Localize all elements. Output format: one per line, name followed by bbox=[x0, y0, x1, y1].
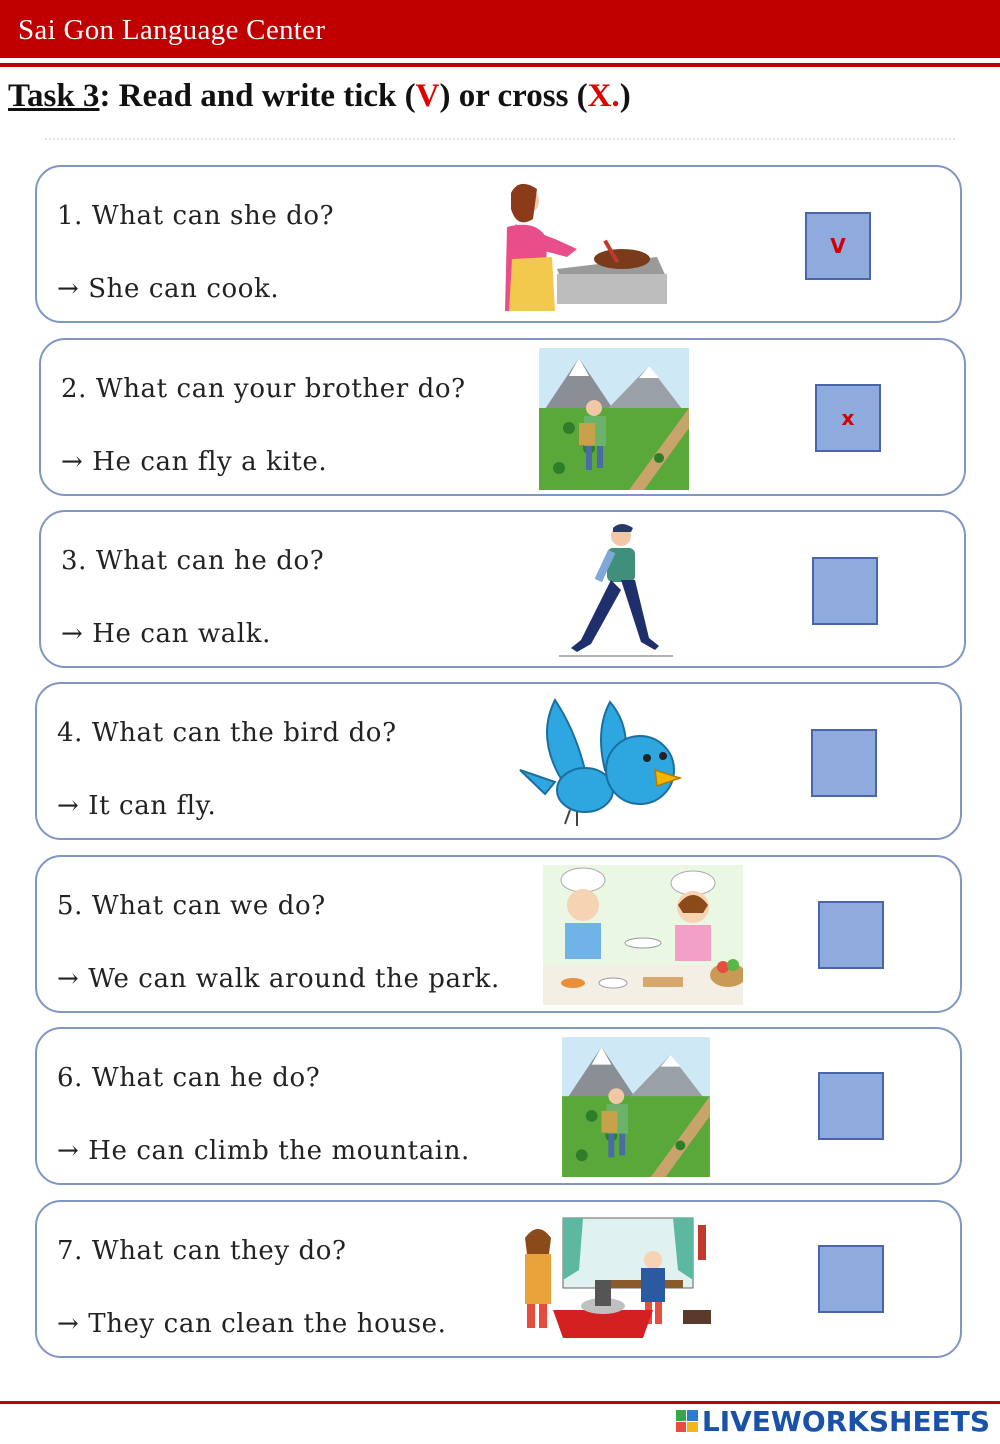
family-cleaning-image bbox=[503, 1210, 723, 1350]
answer-text: → We can walk around the park. bbox=[57, 964, 500, 994]
blue-bird-image bbox=[515, 690, 687, 830]
task-text-before: : Read and write tick ( bbox=[99, 78, 416, 114]
answer-box-4[interactable] bbox=[811, 729, 877, 797]
header-divider bbox=[0, 63, 1000, 67]
question-card-2 bbox=[39, 338, 966, 496]
answer-box-1[interactable]: V bbox=[805, 212, 871, 280]
question-card-7 bbox=[35, 1200, 962, 1358]
cross-symbol: X. bbox=[587, 78, 620, 114]
answer-box-2[interactable]: x bbox=[815, 384, 881, 452]
question-text: 2. What can your brother do? bbox=[61, 374, 466, 404]
answer-text: → He can fly a kite. bbox=[61, 447, 328, 477]
question-text: 5. What can we do? bbox=[57, 891, 326, 921]
mountain-climber-image bbox=[539, 348, 689, 490]
answer-box-5[interactable] bbox=[818, 901, 884, 969]
children-cooking-image bbox=[543, 865, 743, 1005]
answer-text: → He can walk. bbox=[61, 619, 271, 649]
center-name: Sai Gon Language Center bbox=[18, 14, 326, 46]
tick-symbol: V bbox=[415, 78, 440, 114]
question-text: 7. What can they do? bbox=[57, 1236, 347, 1266]
man-walking-image bbox=[551, 520, 681, 660]
liveworksheets-brand bbox=[676, 1404, 990, 1438]
header-bar bbox=[0, 0, 1000, 58]
task-title bbox=[8, 78, 631, 115]
answer-box-6[interactable] bbox=[818, 1072, 884, 1140]
question-text: 4. What can the bird do? bbox=[57, 718, 397, 748]
question-text: 3. What can he do? bbox=[61, 546, 325, 576]
answer-text: → He can climb the mountain. bbox=[57, 1136, 470, 1166]
question-card-1 bbox=[35, 165, 962, 323]
woman-cooking-image bbox=[497, 179, 667, 311]
liveworksheets-logo-icon bbox=[676, 1410, 698, 1432]
question-text: 1. What can she do? bbox=[57, 201, 335, 231]
answer-box-7[interactable] bbox=[818, 1245, 884, 1313]
answer-text: → She can cook. bbox=[57, 274, 280, 304]
faint-guide-line bbox=[45, 138, 955, 150]
brand-text: LIVEWORKSHEETS bbox=[701, 1404, 990, 1438]
task-text-middle: ) or cross ( bbox=[439, 78, 588, 114]
question-text: 6. What can he do? bbox=[57, 1063, 321, 1093]
answer-box-3[interactable] bbox=[812, 557, 878, 625]
answer-text: → It can fly. bbox=[57, 791, 217, 821]
task-text-after: ) bbox=[619, 78, 631, 114]
task-label: Task 3 bbox=[8, 78, 100, 114]
question-card-4 bbox=[35, 682, 962, 840]
answer-text: → They can clean the house. bbox=[57, 1309, 447, 1339]
question-card-6 bbox=[35, 1027, 962, 1185]
question-card-5 bbox=[35, 855, 962, 1013]
mountain-climber-image bbox=[561, 1037, 711, 1177]
question-card-3 bbox=[39, 510, 966, 668]
